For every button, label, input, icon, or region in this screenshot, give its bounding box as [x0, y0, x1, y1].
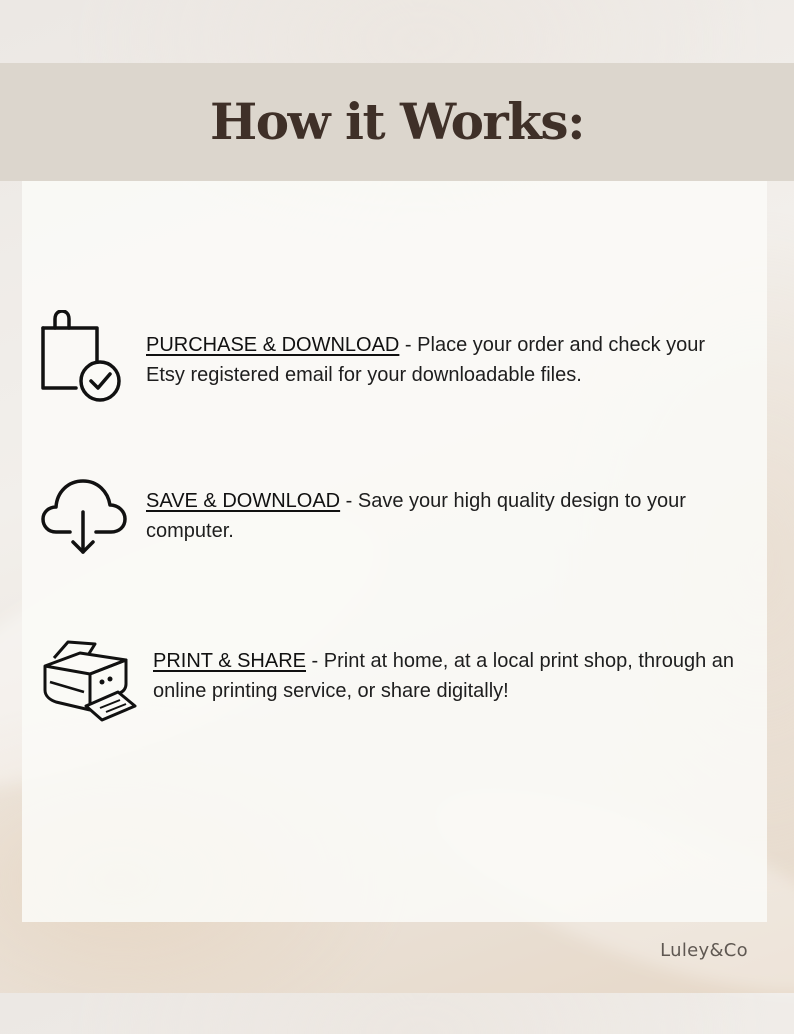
step-heading: PRINT & SHARE: [153, 650, 306, 672]
page-title: How it Works:: [209, 92, 585, 151]
shopping-bag-check-icon: [40, 310, 124, 406]
content-panel: [22, 181, 767, 922]
step-heading: PURCHASE & DOWNLOAD: [146, 334, 400, 356]
cloud-download-icon: [40, 476, 128, 556]
step-body: Print at home, at a local print shop, through an online printing service, or share digitally!: [153, 650, 735, 702]
step-heading: SAVE & DOWNLOAD: [146, 490, 341, 512]
step-description: SAVE & DOWNLOAD - Save your high quality design to your computer.: [146, 490, 686, 542]
brand-watermark: Luley&Co: [660, 940, 748, 961]
step-description: PURCHASE & DOWNLOAD - Place your order and check your Etsy registered email for your downloadable files.: [146, 334, 706, 386]
printer-icon: [40, 638, 138, 722]
step-body: Place your order and check your Etsy registered email for your downloadable files.: [146, 334, 706, 386]
step-body: Save your high quality design to your computer.: [146, 490, 686, 542]
step-description: PRINT & SHARE - Print at home, at a local print shop, through an online printing service, or share digitally!: [153, 650, 735, 702]
